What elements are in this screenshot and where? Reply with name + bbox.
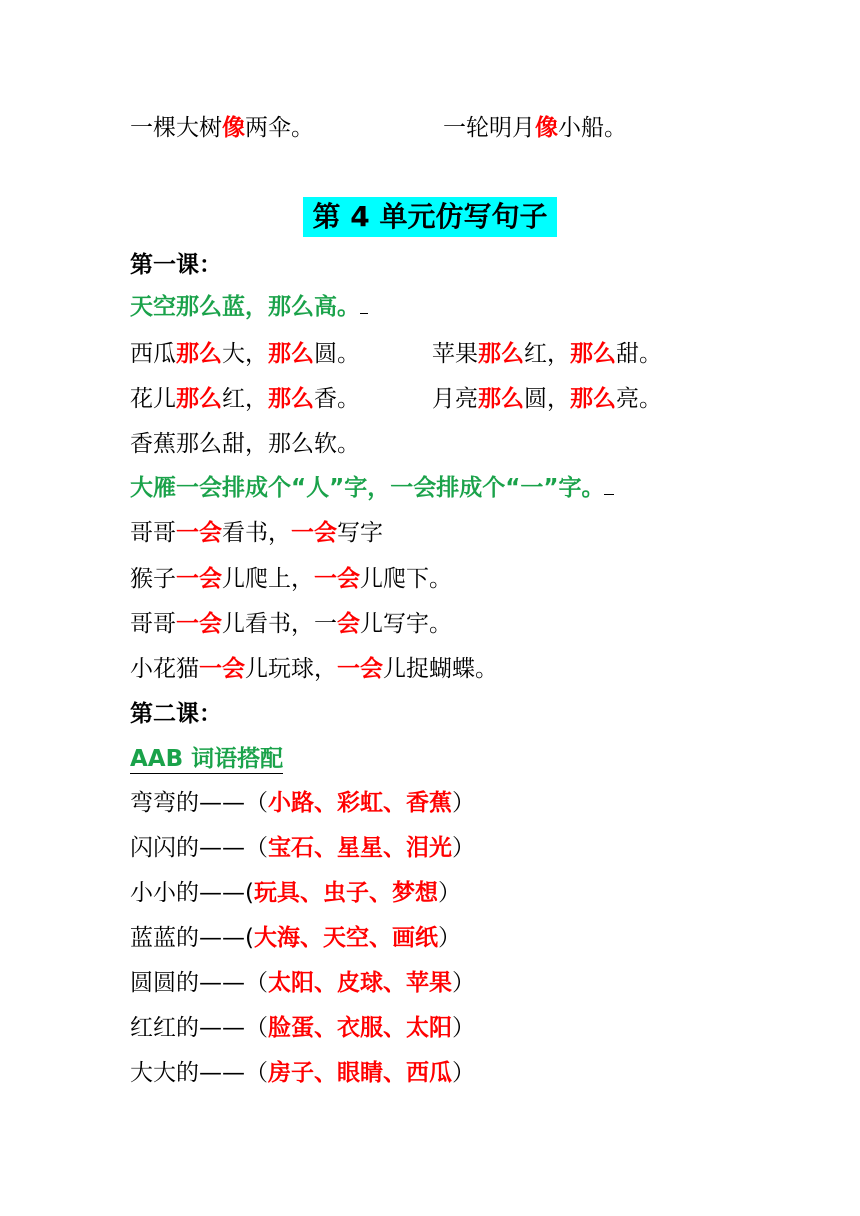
text: 月亮 <box>432 386 478 412</box>
keyword: 像 <box>222 115 245 141</box>
text: 圆。 <box>314 341 360 367</box>
text: 儿爬上， <box>222 566 314 592</box>
sentence-row <box>130 517 383 549</box>
keyword: 会 <box>337 611 360 637</box>
prefix: 圆圆的——（ <box>130 970 268 996</box>
sentence-row <box>130 338 360 370</box>
example-sentence-tree <box>130 112 314 144</box>
underline-tail <box>360 312 368 314</box>
pattern-text: 大雁一会排成个“人”字，一会排成个“一”字。 <box>130 475 605 501</box>
text: 红， <box>524 341 570 367</box>
keyword: 那么 <box>570 386 616 412</box>
keyword: 那么 <box>478 386 524 412</box>
pattern-text: 天空那么蓝，那么高。 <box>130 294 360 320</box>
keyword: 一会 <box>176 566 222 592</box>
text: 一棵大树 <box>130 115 222 141</box>
text: 儿爬下。 <box>360 566 452 592</box>
answer-words: 太阳、皮球、苹果 <box>268 970 452 996</box>
sentence-row <box>130 653 498 685</box>
keyword: 那么 <box>268 386 314 412</box>
text: 儿玩球， <box>245 656 337 682</box>
word-pair-row <box>130 877 461 909</box>
lesson2-heading: 第二课： <box>130 701 222 727</box>
text: 哥哥 <box>130 611 176 637</box>
answer-words: 宝石、星星、泪光 <box>268 835 452 861</box>
keyword: 那么 <box>268 341 314 367</box>
sentence-row: 香蕉那么甜，那么软。 <box>130 431 360 457</box>
underline-tail <box>604 493 614 495</box>
example-sentence-moon <box>443 112 627 144</box>
answer-words: 玩具、虫子、梦想 <box>253 880 438 906</box>
text: 看书， <box>222 520 291 546</box>
keyword: 一会 <box>314 566 360 592</box>
suffix: ） <box>452 835 475 861</box>
text: 写字 <box>337 520 383 546</box>
sentence-row <box>130 383 360 415</box>
text: 亮。 <box>616 386 662 412</box>
suffix: ） <box>437 880 461 906</box>
pattern-sentence-1 <box>130 291 368 323</box>
keyword: 像 <box>535 115 558 141</box>
text: 圆， <box>524 386 570 412</box>
suffix: ） <box>452 1015 475 1041</box>
page-title: 第 4 单元仿写句子 <box>303 197 557 237</box>
word-pair-row <box>130 922 461 954</box>
answer-words: 房子、眼睛、西瓜 <box>268 1060 452 1086</box>
subheading-text: AAB 词语搭配 <box>130 746 284 772</box>
prefix: 大大的——（ <box>130 1060 268 1086</box>
prefix: 小小的——( <box>130 880 254 906</box>
sentence-row <box>130 563 452 595</box>
text: 两伞。 <box>245 115 314 141</box>
sentence-row <box>432 338 662 370</box>
suffix: ） <box>452 1060 475 1086</box>
keyword: 那么 <box>176 386 222 412</box>
prefix: 闪闪的——（ <box>130 835 268 861</box>
text: 大， <box>222 341 268 367</box>
word-pair-row <box>130 1057 475 1089</box>
suffix: ） <box>452 790 475 816</box>
text: 猴子 <box>130 566 176 592</box>
text: 儿写宇。 <box>360 611 452 637</box>
word-pair-row <box>130 1012 475 1044</box>
text: 香。 <box>314 386 360 412</box>
prefix: 蓝蓝的——( <box>130 925 254 951</box>
aab-subheading <box>130 743 283 775</box>
answer-words: 大海、天空、画纸 <box>253 925 438 951</box>
answer-words: 小路、彩虹、香蕉 <box>268 790 452 816</box>
suffix: ） <box>452 970 475 996</box>
suffix: ） <box>437 925 461 951</box>
text: 哥哥 <box>130 520 176 546</box>
word-pair-row <box>130 787 475 819</box>
keyword: 一会 <box>199 656 245 682</box>
keyword: 那么 <box>570 341 616 367</box>
keyword: 那么 <box>478 341 524 367</box>
keyword: 一会 <box>176 520 222 546</box>
text: 一轮明月 <box>443 115 535 141</box>
sentence-row <box>432 383 662 415</box>
text: 儿看书，一 <box>222 611 337 637</box>
word-pair-row <box>130 967 475 999</box>
keyword: 那么 <box>176 341 222 367</box>
text: 红， <box>222 386 268 412</box>
text: 儿捉蝴蝶。 <box>383 656 498 682</box>
prefix: 弯弯的——（ <box>130 790 268 816</box>
keyword: 一会 <box>291 520 337 546</box>
keyword: 一会 <box>337 656 383 682</box>
text: 甜。 <box>616 341 662 367</box>
text: 西瓜 <box>130 341 176 367</box>
text: 苹果 <box>432 341 478 367</box>
sentence-row <box>130 608 452 640</box>
pattern-sentence-2 <box>130 472 614 504</box>
word-pair-row <box>130 832 475 864</box>
keyword: 一会 <box>176 611 222 637</box>
answer-words: 脸蛋、衣服、太阳 <box>268 1015 452 1041</box>
lesson1-heading: 第一课： <box>130 252 222 278</box>
prefix: 红红的——（ <box>130 1015 268 1041</box>
text: 花儿 <box>130 386 176 412</box>
text: 小船。 <box>558 115 627 141</box>
text: 小花猫 <box>130 656 199 682</box>
